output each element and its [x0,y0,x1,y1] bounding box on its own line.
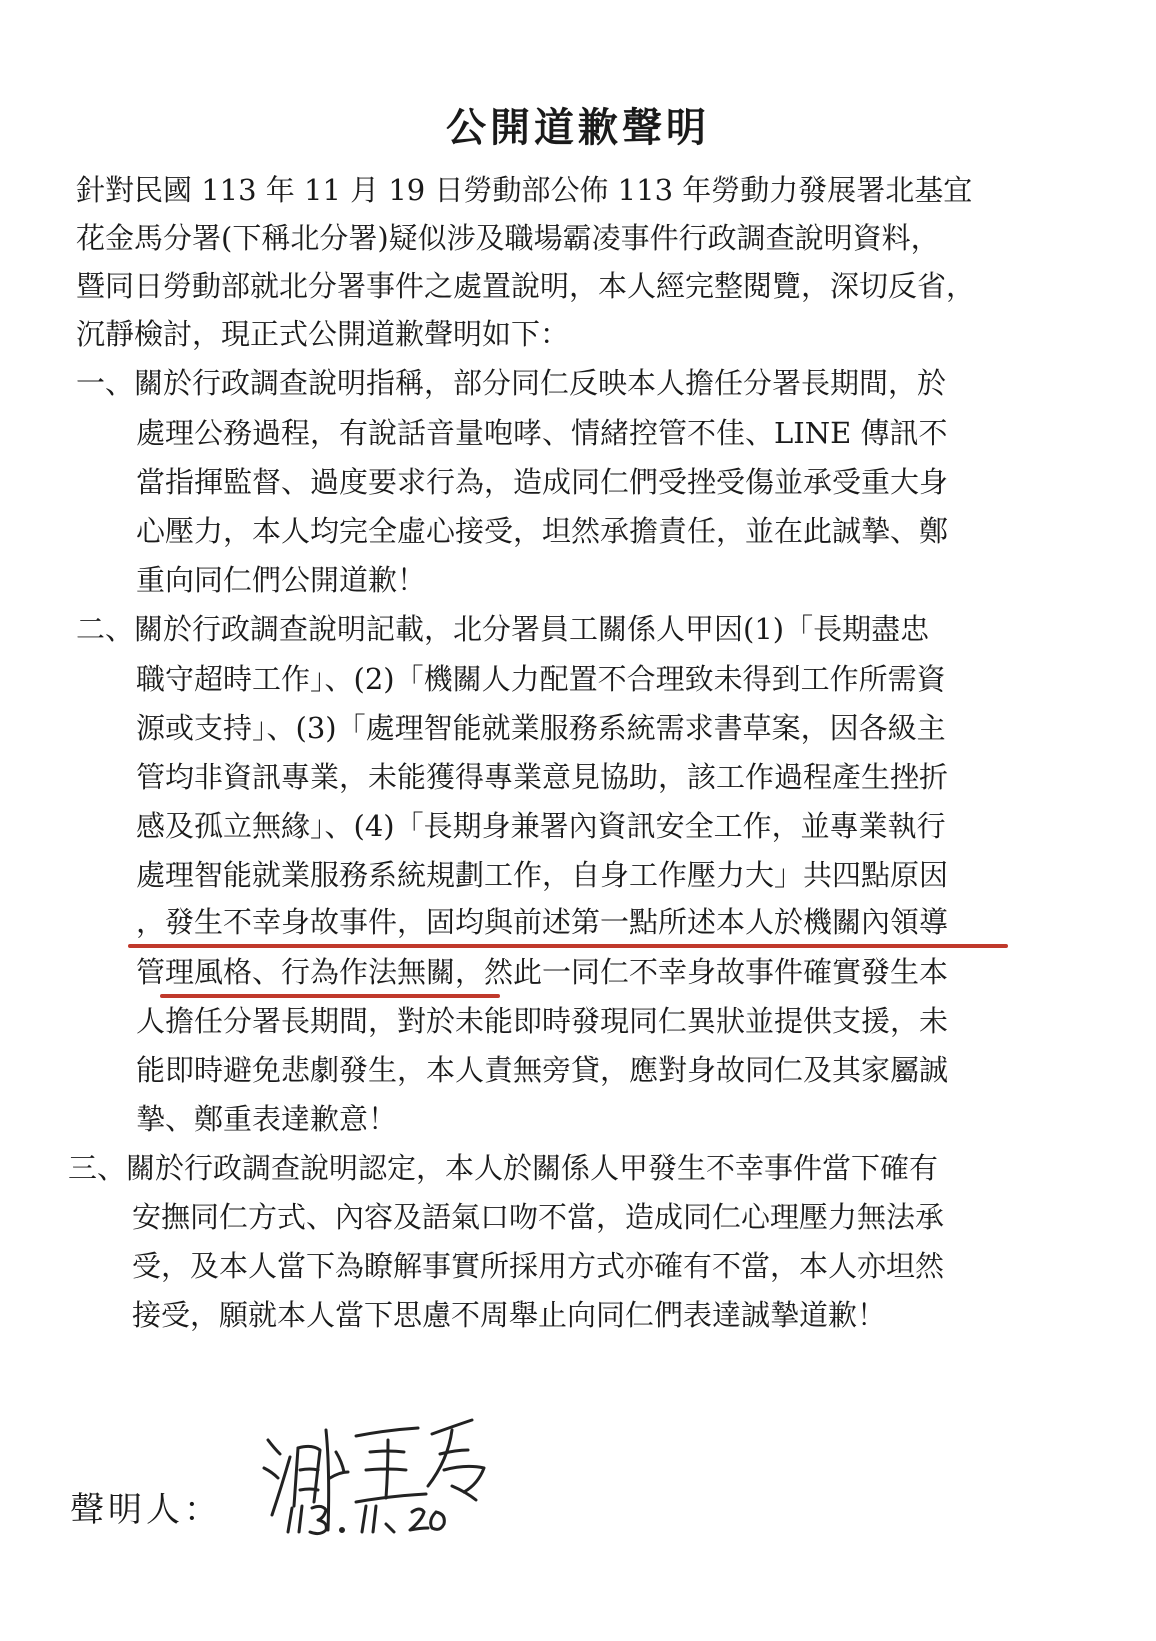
item-2-line: 職守超時工作」、(2)「機關人力配置不合理致未得到工作所需資 [136,662,946,696]
item-3-line: 安撫同仁方式、內容及語氣口吻不當，造成同仁心理壓力無法承 [132,1200,945,1234]
item-2-line: 源或支持」、(3)「處理智能就業服務系統需求書草案，因各級主 [136,711,946,745]
item-2-line: 人擔任分署長期間，對於未能即時發現同仁異狀並提供支援，未 [136,1004,949,1038]
item-2-line: ，發生不幸身故事件，固均與前述第一點所述本人於機關內領導 [136,905,949,939]
item-2-line: 二、關於行政調查說明記載，北分署員工關係人甲因(1)「長期盡忠 [76,612,930,646]
body-line: 花金馬分署(下稱北分署)疑似涉及職場霸凌事件行政調查說明資料， [76,221,940,255]
item-3-line: 受，及本人當下為瞭解事實所採用方式亦確有不當，本人亦坦然 [132,1249,945,1283]
item-1-line: 當指揮監督、過度要求行為，造成同仁們受挫受傷並承受重大身 [136,465,949,499]
body-line: 沉靜檢討，現正式公開道歉聲明如下： [76,317,570,351]
item-2-line: 處理智能就業服務系統規劃工作，自身工作壓力大」共四點原因 [136,858,949,892]
item-2-line: 摯、鄭重表達歉意！ [136,1102,398,1136]
item-1-line: 心壓力，本人均完全虛心接受，坦然承擔責任，並在此誠摯、鄭 [136,514,949,548]
item-3-line: 接受，願就本人當下思慮不周舉止向同仁們表達誠摯道歉！ [132,1298,887,1332]
item-1-line: 一、關於行政調查說明指稱，部分同仁反映本人擔任分署長期間，於 [76,366,947,400]
body-line: 暨同日勞動部就北分署事件之處置說明，本人經完整閱覽，深切反省， [76,269,976,303]
item-2-line: 管均非資訊專業，未能獲得專業意見協助，該工作過程產生挫折 [136,760,949,794]
item-3-line: 三、關於行政調查說明認定，本人於關係人甲發生不幸事件當下確有 [68,1151,939,1185]
item-1-line: 重向同仁們公開道歉！ [136,563,427,597]
page-title: 公開道歉聲明 [446,104,710,151]
item-1-line: 處理公務過程，有說話音量咆哮、情緒控管不佳、LINE 傳訊不 [136,416,948,450]
item-2-line: 能即時避免悲劇發生，本人責無旁貸，應對身故同仁及其家屬誠 [136,1053,949,1087]
body-line: 針對民國 113 年 11 月 19 日勞動部公佈 113 年勞動力發展署北基宜 [76,173,973,207]
item-2-line: 管理風格、行為作法無關，然此一同仁不幸身故事件確實發生本 [136,955,949,989]
item-2-line: 感及孤立無緣」、(4)「長期身兼署內資訊安全工作，並專業執行 [136,809,946,843]
signer-label: 聲明人： [70,1490,222,1530]
